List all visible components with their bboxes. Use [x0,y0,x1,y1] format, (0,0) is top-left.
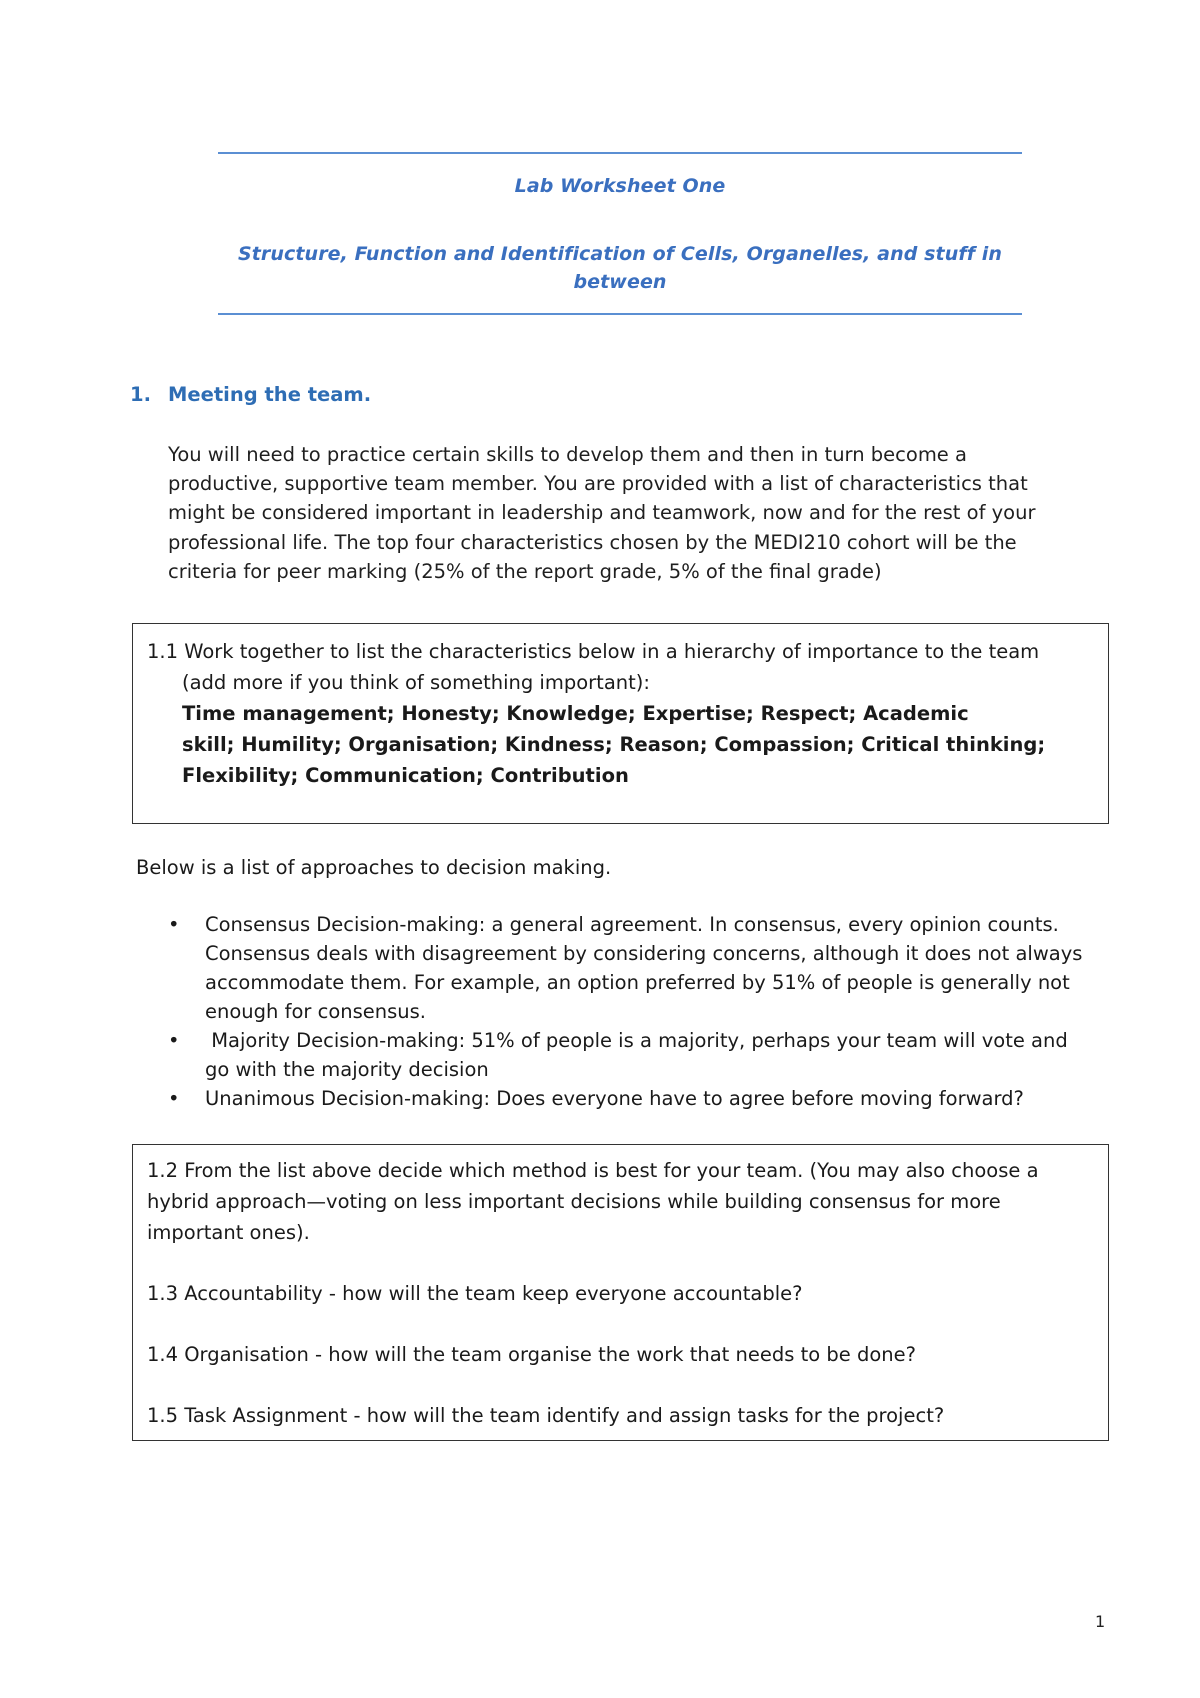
question-1-4: 1.4 Organisation - how will the team organise the work that needs to be done? [147,1343,916,1366]
paragraph-line: You will need to practice certain skills to develop them and then in turn become a [168,443,967,466]
paragraph-line: productive, supportive team member. You are provided with a list of characteristics that [168,472,1028,496]
question-1-2-line: 1.2 From the list above decide which method is best for your team. (You may also choose a [147,1159,1039,1182]
list-item [160,910,1120,1026]
question-1-3: 1.3 Accountability - how will the team keep everyone accountable? [147,1282,803,1305]
question-box-team-process [132,1144,1109,1441]
header-rule-bottom [218,313,1022,315]
question-1-2-line: hybrid approach—voting on less important decisions while building consensus for more [147,1190,1001,1213]
bullet-icon: • [168,913,180,936]
paragraph-line: might be considered important in leadership and teamwork, now and for the rest of your [168,501,1036,525]
decision-intro: Below is a list of approaches to decision making. [136,856,612,879]
characteristics-list-line: skill; Humility; Organisation; Kindness; Reason; Compassion; Critical thinking; [182,733,1046,756]
section-title: Meeting the team. [168,383,372,406]
questions-1-2-to-1-5 [147,1155,1097,1431]
characteristics-list-line: Flexibility; Communication; Contribution [182,764,629,787]
paragraph-line: criteria for peer marking (25% of the report grade, 5% of the final grade) [168,559,882,583]
question-1-1 [147,636,1097,791]
page-number: 1 [1095,1612,1106,1631]
question-text: 1.1 Work together to list the characteristics below in a hierarchy of importance to the team [147,640,1040,663]
list-item-line: Majority Decision-making: 51% of people is a majority, perhaps your team will vote and [205,1029,1068,1052]
list-item-line: Unanimous Decision-making: Does everyone have to agree before moving forward? [205,1087,1024,1110]
subtitle-line-2: between [573,271,667,293]
bullet-icon: • [168,1029,180,1052]
list-item-line: go with the majority decision [205,1058,489,1081]
paragraph-line: professional life. The top four characteristics chosen by the MEDI210 cohort will be the [168,530,1017,554]
header-rule-top [218,152,1022,154]
decision-list [160,910,1120,1113]
question-1-2-line: important ones). [147,1221,310,1244]
worksheet-subtitle [218,240,1022,296]
subtitle-line-1: Structure, Function and Identification of Cells, Organelles, and stuff in [237,243,1003,265]
question-1-5: 1.5 Task Assignment - how will the team identify and assign tasks for the project? [147,1404,945,1427]
list-item [160,1026,1120,1084]
list-item-line: enough for consensus. [205,1000,426,1023]
list-item-line: accommodate them. For example, an option preferred by 51% of people is generally not [205,971,1070,994]
list-item-line: Consensus deals with disagreement by considering concerns, although it does not always [205,942,1083,965]
worksheet-title: Lab Worksheet One [514,175,726,197]
section-number: 1. [130,383,151,406]
list-item-line: Consensus Decision-making: a general agreement. In consensus, every opinion counts. [205,913,1059,936]
question-text: (add more if you think of something important): [182,671,650,694]
question-box-characteristics [132,623,1109,824]
characteristics-list-line: Time management; Honesty; Knowledge; Expertise; Respect; Academic [182,702,969,725]
section-paragraph [168,440,1118,586]
list-item [160,1084,1120,1113]
section-heading [130,383,371,406]
bullet-icon: • [168,1087,180,1110]
